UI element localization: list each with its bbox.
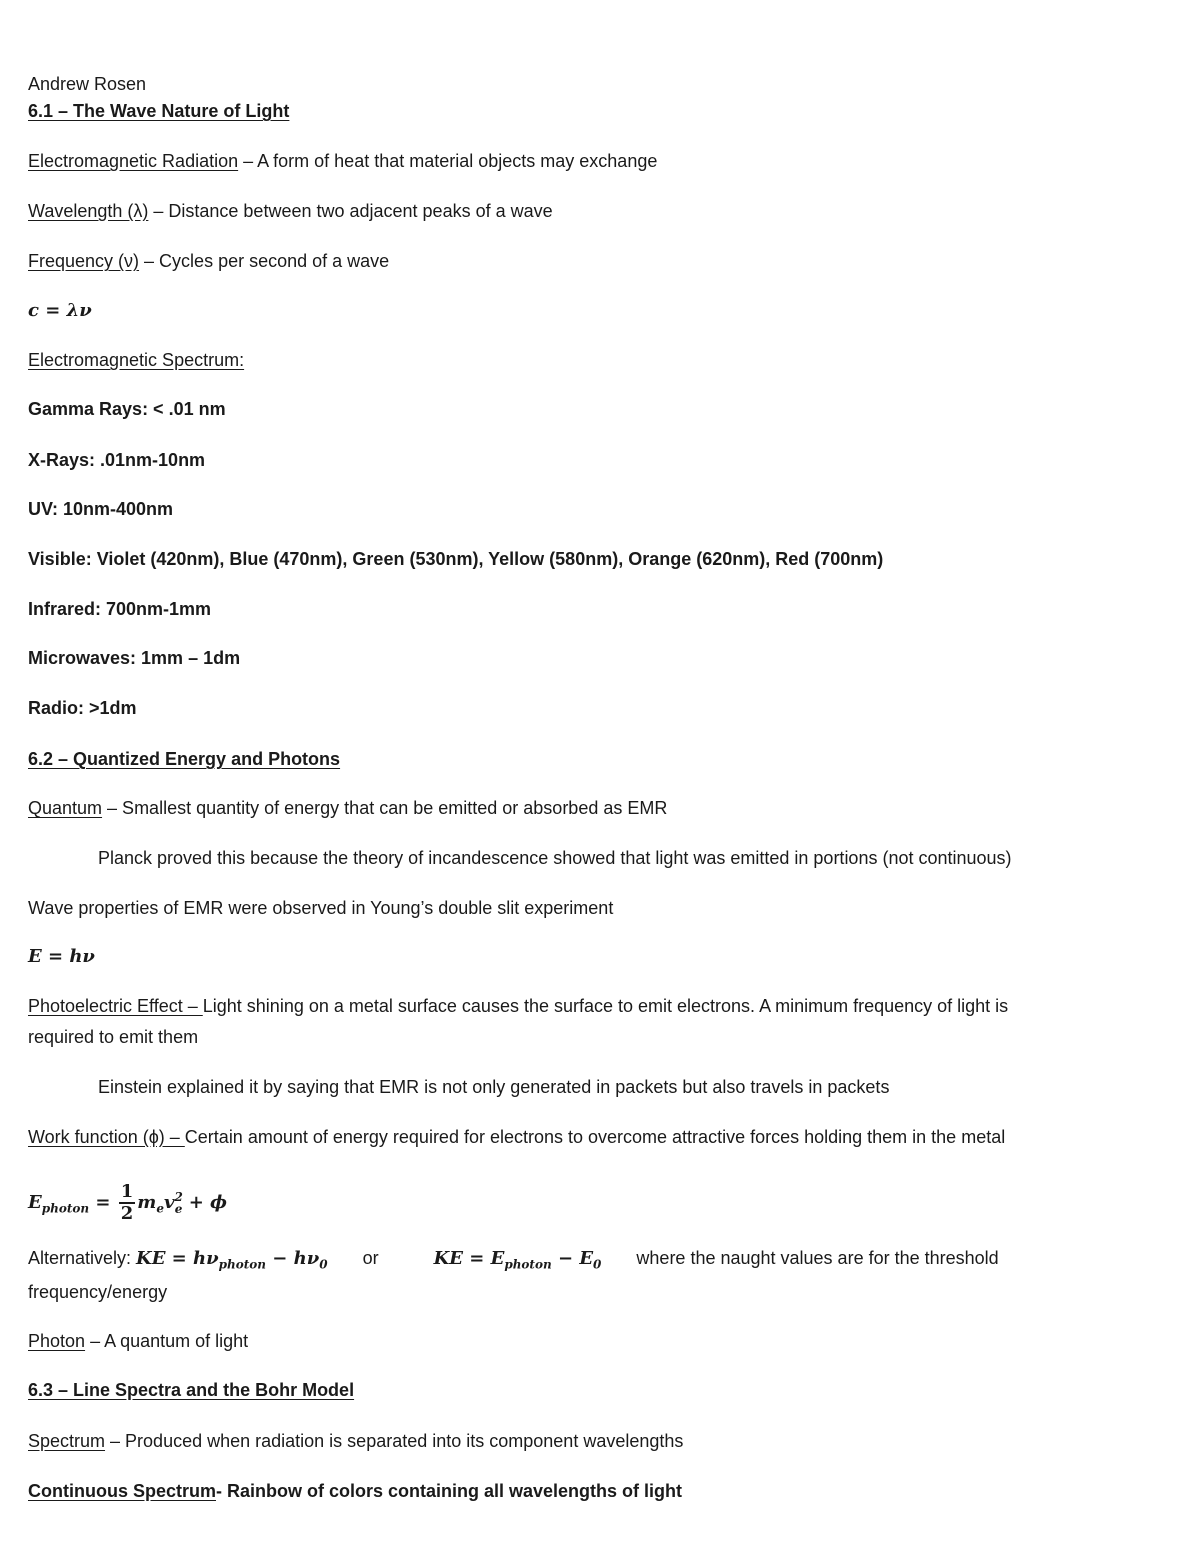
spectrum-xray: X-Rays: .01nm-10nm	[28, 450, 206, 470]
emr-def: – A form of heat that material objects may exchange	[238, 151, 658, 171]
spectrum-radio: Radio: >1dm	[28, 698, 137, 718]
work-function-def: Certain amount of energy required for electrons to overcome attractive forces holding them in the metal	[184, 1127, 1006, 1147]
eq-frac-den: 2	[120, 1203, 134, 1224]
equation-photon-energy: $E_{photon}$ = $\frac{1}{2}$ $m_ev^2_e + \phi$	[28, 1181, 227, 1224]
alt-eq1	[136, 1248, 328, 1272]
section-6-2-heading: 6.2 – Quantized Energy and Photons	[28, 749, 341, 769]
continuous-spectrum-term: Continuous Spectrum	[28, 1481, 216, 1501]
quantum-term: Quantum	[28, 798, 103, 818]
equation-e-h-nu: E = hν	[28, 946, 95, 967]
eq-v: v	[163, 1192, 175, 1213]
alt-eq2-a: KE = E	[433, 1248, 505, 1269]
spectrum-heading: Electromagnetic Spectrum:	[28, 350, 245, 370]
work-function-term: Work function (ϕ) –	[28, 1127, 185, 1147]
alt-eq1-sub: photon	[218, 1257, 266, 1272]
photoelectric-def-line1: Light shining on a metal surface causes the surface to emit electrons. A minimum frequency of light is	[202, 996, 1009, 1016]
photoelectric-term: Photoelectric Effect –	[28, 996, 203, 1016]
eq-photon-lhs-sub: photon	[41, 1201, 90, 1216]
alt-eq2	[433, 1248, 602, 1272]
work-function-definition	[28, 1125, 1005, 1149]
photon-term: Photon	[28, 1331, 86, 1351]
young-note: Wave properties of EMR were observed in Young’s double slit experiment	[28, 898, 614, 918]
section-6-1-heading: 6.1 – The Wave Nature of Light	[28, 101, 290, 121]
emr-term: Electromagnetic Radiation	[28, 151, 239, 171]
eq-v-sub: e	[174, 1201, 183, 1216]
author-name: Andrew Rosen	[28, 74, 147, 94]
spectrum-term: Spectrum	[28, 1431, 106, 1451]
photoelectric-def-line2: required to emit them	[28, 1027, 199, 1047]
continuous-spectrum-def: - Rainbow of colors containing all wavelengths of light	[216, 1481, 683, 1501]
spectrum-uv: UV: 10nm-400nm	[28, 499, 174, 519]
alt-eq2-sub: photon	[504, 1257, 552, 1272]
eq-fraction	[119, 1182, 136, 1224]
eq-frac-num: 1	[120, 1181, 134, 1202]
spectrum-gamma: Gamma Rays: < .01 nm	[28, 399, 226, 419]
photon-definition	[28, 1329, 248, 1353]
alt-or: or	[362, 1248, 379, 1268]
planck-note: Planck proved this because the theory of incandescence showed that light was emitted in portions (not continuous)	[98, 848, 1012, 868]
eq-m-sub: e	[156, 1201, 164, 1216]
alt-where: where the naught values are for the threshold	[636, 1248, 999, 1268]
spectrum-definition	[28, 1429, 683, 1453]
quantum-definition	[28, 796, 667, 820]
spectrum-microwaves: Microwaves: 1mm – 1dm	[28, 648, 241, 668]
einstein-note: Einstein explained it by saying that EMR is not only generated in packets but also travels in packets	[98, 1077, 890, 1097]
spectrum-infrared: Infrared: 700nm-1mm	[28, 599, 212, 619]
frequency-term: Frequency (ν)	[28, 251, 140, 271]
spectrum-visible: Visible: Violet (420nm), Blue (470nm), Green (530nm), Yellow (580nm), Orange (620nm), Red (700nm)	[28, 549, 884, 569]
eq-phi: + ϕ	[182, 1192, 227, 1213]
alt-where-line2: frequency/energy	[28, 1282, 168, 1302]
eq-photon-lhs: E	[28, 1192, 42, 1213]
photoelectric-definition	[28, 994, 1008, 1018]
spectrum-def: – Produced when radiation is separated into its component wavelengths	[105, 1431, 684, 1451]
continuous-spectrum-definition	[28, 1479, 682, 1503]
equation-c-lambda-nu: c = λν	[28, 300, 92, 321]
emr-definition	[28, 149, 657, 173]
frequency-definition	[28, 249, 389, 273]
alt-eq2-sub2: 0	[593, 1257, 602, 1272]
frequency-def: – Cycles per second of a wave	[139, 251, 390, 271]
alt-eq2-b: − E	[551, 1248, 594, 1269]
section-6-3-heading: 6.3 – Line Spectra and the Bohr Model	[28, 1380, 355, 1400]
photon-def: – A quantum of light	[85, 1331, 249, 1351]
alt-eq1-a: KE = hν	[136, 1248, 219, 1269]
quantum-def: – Smallest quantity of energy that can be emitted or absorbed as EMR	[102, 798, 668, 818]
eq-m: m	[137, 1192, 157, 1213]
alternative-equations	[28, 1246, 999, 1277]
wavelength-def: – Distance between two adjacent peaks of a wave	[148, 201, 553, 221]
eq-v-sup: 2	[174, 1190, 183, 1204]
alt-eq1-sub2: 0	[319, 1257, 328, 1272]
wavelength-term: Wavelength (λ)	[28, 201, 149, 221]
wavelength-definition	[28, 199, 553, 223]
alt-label: Alternatively:	[28, 1248, 137, 1268]
alt-eq1-b: − hν	[266, 1248, 320, 1269]
